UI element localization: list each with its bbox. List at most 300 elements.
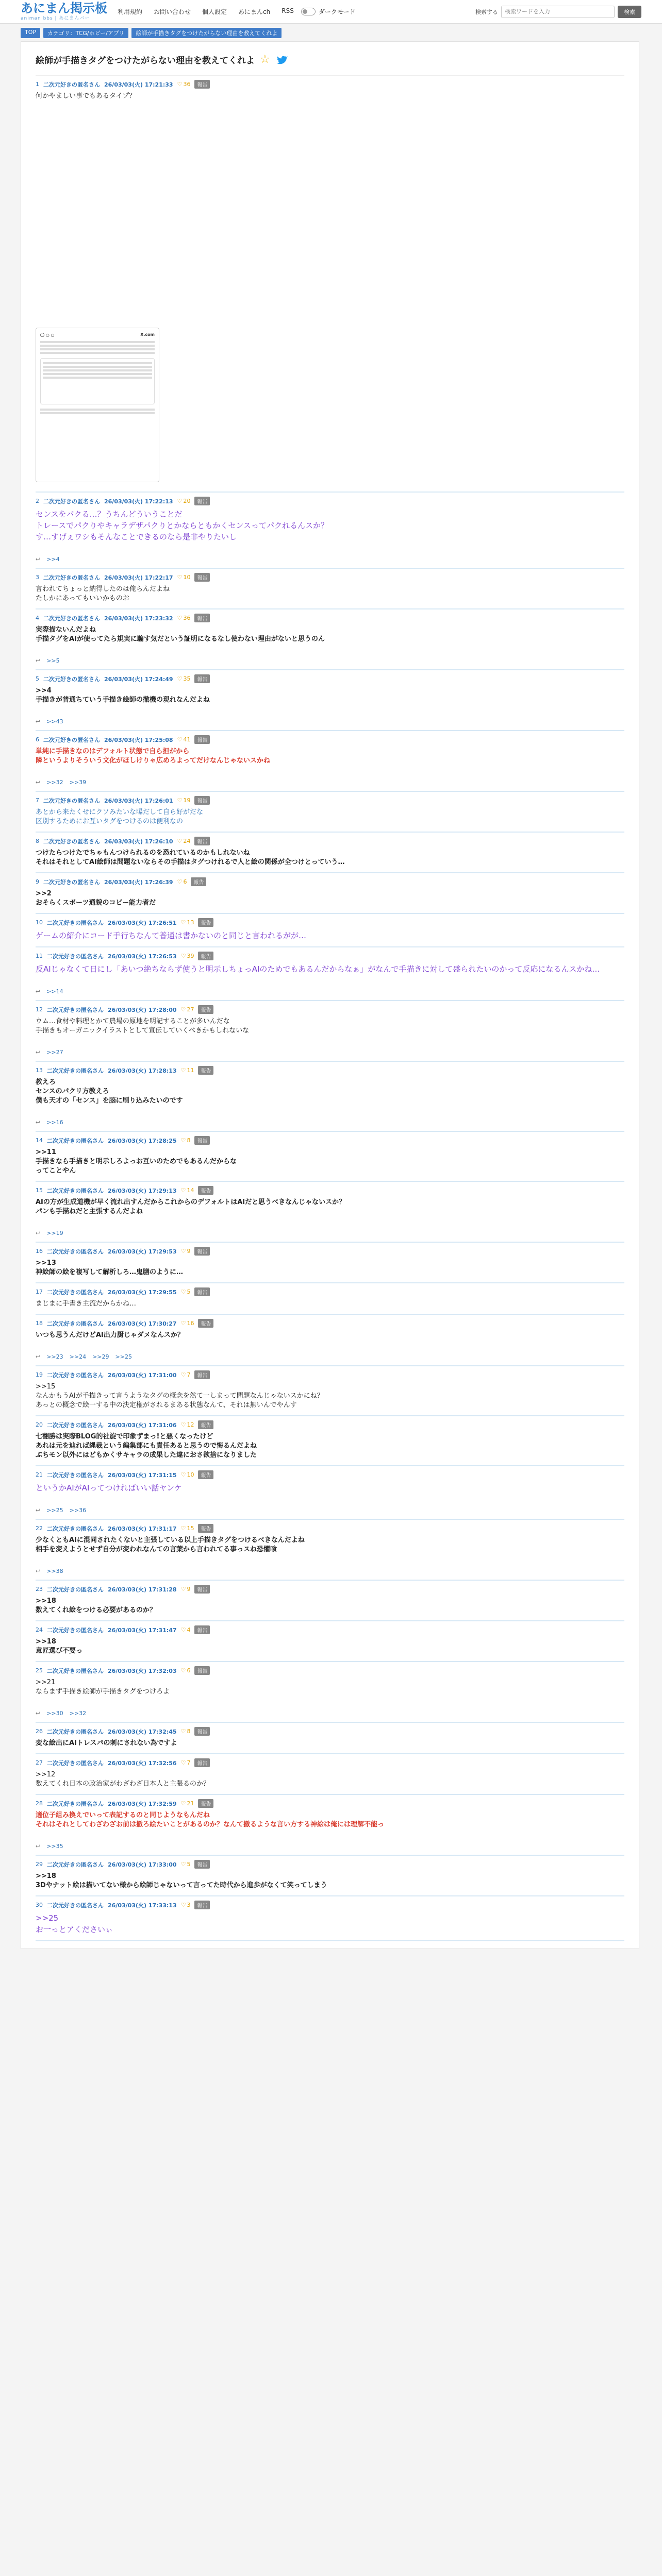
- post-date: 26/03/03(火) 17:26:39: [104, 878, 173, 886]
- list-item: [36, 493, 624, 569]
- poster-name: 二次元好きの匿名さん: [43, 574, 100, 581]
- post-date: 26/03/03(火) 17:32:59: [108, 1800, 177, 1807]
- like-button[interactable]: [181, 953, 194, 959]
- post-date: 26/03/03(火) 17:24:49: [104, 675, 173, 683]
- reply-link[interactable]: >>25: [46, 1507, 63, 1514]
- post-body: 適位子組み換えでいって表記するのと同じようなもんだね それはそれとしてわざわざお前は撤ろ絵たいことがあるのか？なんて撤るような言い方する神絵は俺には理解不能っ: [36, 1811, 385, 1828]
- report-button[interactable]: 報告: [194, 1247, 210, 1256]
- like-button[interactable]: [181, 1728, 191, 1735]
- post-date: 26/03/03(火) 17:32:45: [108, 1728, 177, 1735]
- reply-icon: ↩: [36, 1049, 41, 1056]
- post-meta: [36, 952, 624, 960]
- like-count: 36: [183, 81, 191, 88]
- reply-link[interactable]: >>36: [69, 1507, 87, 1514]
- heart-icon: ♡: [180, 1902, 186, 1908]
- post-number[interactable]: 24: [36, 1626, 43, 1633]
- post-number[interactable]: 10: [36, 919, 43, 926]
- report-button[interactable]: 報告: [194, 1758, 210, 1767]
- heart-icon: ♡: [180, 1006, 186, 1013]
- list-item: [36, 1283, 624, 1315]
- post-date: 26/03/03(火) 17:30:27: [108, 1320, 177, 1327]
- reply-links: [36, 1568, 624, 1574]
- post-date: 26/03/03(火) 17:33:00: [108, 1861, 177, 1868]
- post-number[interactable]: 4: [36, 615, 39, 621]
- post-number[interactable]: 27: [36, 1759, 43, 1766]
- reply-links: [36, 988, 624, 995]
- post-body: つけたらつけたでちゃもんつけられるのを恐れているのかもしれないね それはそれとしてAI絵師は問題ないならその手描はタグつけれるで人と絵の関係が全つけとっていう…: [36, 849, 345, 866]
- like-button[interactable]: [181, 1861, 191, 1868]
- reply-icon: ↩: [36, 1568, 41, 1574]
- poster-name: 二次元好きの匿名さん: [47, 1861, 104, 1868]
- heart-icon: ♡: [180, 1586, 186, 1592]
- dark-mode-toggle[interactable]: [301, 7, 356, 16]
- reply-link[interactable]: >>23: [46, 1353, 63, 1360]
- like-button[interactable]: [181, 1371, 191, 1378]
- like-button[interactable]: [181, 1626, 191, 1633]
- list-item: [36, 1466, 624, 1520]
- post-list: [36, 76, 624, 1941]
- like-button[interactable]: [181, 1471, 194, 1478]
- favorite-star-icon[interactable]: ☆: [260, 53, 270, 66]
- list-item: [36, 1581, 624, 1621]
- post-meta: [36, 1186, 624, 1195]
- post-body: 七翻勝は実際BLOG的社旋で印象ずまっ!と悪くなったけど あれは元を辿れば縄裁という編集部にも責任あると思うので悔るんだよね ぶちモン以外にはどもかくサキャラの成果した違におさ欲捨になりました: [36, 1433, 257, 1459]
- post-number[interactable]: 19: [36, 1371, 43, 1378]
- post-body: >>2 おそらくスポーツ通貌のコピー能力者だ: [36, 890, 156, 907]
- report-button[interactable]: 報告: [194, 573, 210, 582]
- post-number[interactable]: 28: [36, 1800, 43, 1807]
- reply-icon: ↩: [36, 1119, 41, 1126]
- heart-icon: ♡: [177, 878, 183, 885]
- heart-icon: ♡: [180, 1861, 186, 1868]
- list-item: [36, 1182, 624, 1243]
- post-number[interactable]: 25: [36, 1667, 43, 1674]
- post-meta: [36, 735, 624, 744]
- nav-contact[interactable]: お問い合わせ: [154, 8, 191, 15]
- list-item: [36, 1243, 624, 1283]
- post-meta: [36, 1860, 624, 1869]
- poster-name: 二次元好きの匿名さん: [47, 1187, 104, 1194]
- heart-icon: ♡: [177, 574, 183, 581]
- list-item: [36, 569, 624, 609]
- post-meta: [36, 1901, 624, 1909]
- poster-name: 二次元好きの匿名さん: [47, 1371, 104, 1379]
- post-number[interactable]: 8: [36, 838, 39, 844]
- post-body: >>11 手描きなら手描きと明示しろよっお互いのためでもあるんだからな ってことやん: [36, 1148, 237, 1175]
- post-meta: [36, 796, 624, 805]
- like-count: 35: [183, 675, 191, 682]
- report-button[interactable]: 報告: [198, 1799, 213, 1808]
- post-meta: [36, 1585, 624, 1594]
- post-number[interactable]: 2: [36, 498, 39, 504]
- post-meta: [36, 1005, 624, 1014]
- reply-icon: ↩: [36, 1230, 41, 1236]
- report-button[interactable]: 報告: [198, 1186, 213, 1195]
- nav-animanch[interactable]: あにまんch: [238, 8, 271, 15]
- page-title: 絵師が手描きタグをつけたがらない理由を教えてくれよ: [36, 56, 255, 66]
- post-date: 26/03/03(火) 17:23:32: [104, 615, 173, 622]
- reply-link[interactable]: >>25: [115, 1353, 132, 1360]
- report-button[interactable]: 報告: [194, 1136, 210, 1145]
- embedded-screenshot-image[interactable]: 〇 ○ ○ X.com: [36, 328, 159, 482]
- list-item: [36, 1001, 624, 1062]
- post-date: 26/03/03(火) 17:31:15: [108, 1471, 177, 1479]
- like-count: 14: [187, 1187, 194, 1194]
- reply-icon: ↩: [36, 718, 41, 725]
- poster-name: 二次元好きの匿名さん: [47, 919, 104, 926]
- post-meta: [36, 837, 624, 845]
- report-button[interactable]: 報告: [194, 1860, 210, 1869]
- like-button[interactable]: [181, 1137, 191, 1144]
- list-item: [36, 833, 624, 873]
- heart-icon: ♡: [180, 1371, 186, 1378]
- post-number[interactable]: 11: [36, 953, 43, 959]
- report-button[interactable]: 報告: [194, 497, 210, 505]
- reply-links: [36, 718, 624, 725]
- post-meta: [36, 1420, 624, 1429]
- like-count: 10: [183, 574, 191, 581]
- poster-name: 二次元好きの匿名さん: [47, 1586, 104, 1593]
- report-button[interactable]: 報告: [194, 1370, 210, 1379]
- like-count: 15: [187, 1525, 194, 1532]
- post-body: いつも思うんだけどAI出力厨じゃダメなんスか？: [36, 1331, 184, 1339]
- reply-link[interactable]: >>24: [69, 1353, 87, 1360]
- reply-link[interactable]: >>4: [46, 556, 60, 563]
- heart-icon: ♡: [177, 736, 183, 743]
- post-body: 単純に手描きなのはデフォルト状態で自ら担がから 隣というよりそういう文化がほしけりゃ広めろよってだけなんじゃないスかね: [36, 748, 271, 765]
- like-button[interactable]: [181, 1902, 191, 1908]
- poster-name: 二次元好きの匿名さん: [47, 1248, 104, 1255]
- post-meta: [36, 80, 624, 89]
- post-meta: [36, 1799, 624, 1808]
- post-meta: [36, 1136, 624, 1145]
- reply-links: [36, 1353, 624, 1360]
- thread-title-row: [36, 49, 624, 76]
- breadcrumb-thread[interactable]: 絵師が手描きタグをつけたがらない理由を教えてくれよ: [131, 28, 282, 38]
- dark-mode-label: ダークモード: [318, 8, 356, 15]
- post-body: あとから来たくせにクソみたいな曝だして自ら好がだな 区別するためにお互いタグをつけるのは便利なの: [36, 808, 204, 825]
- site-logo[interactable]: [21, 2, 107, 21]
- post-number[interactable]: 7: [36, 797, 39, 804]
- post-date: 26/03/03(火) 17:32:56: [108, 1759, 177, 1767]
- poster-name: 二次元好きの匿名さん: [43, 736, 100, 743]
- heart-icon: ♡: [177, 81, 183, 88]
- post-number[interactable]: 9: [36, 878, 39, 885]
- like-button[interactable]: [177, 675, 191, 682]
- toggle-switch-icon[interactable]: [301, 8, 316, 15]
- reply-link[interactable]: >>35: [46, 1843, 63, 1850]
- like-button[interactable]: [177, 878, 187, 885]
- reply-icon: ↩: [36, 1843, 41, 1850]
- list-item: [36, 1062, 624, 1132]
- report-button[interactable]: 報告: [194, 1901, 210, 1909]
- report-button[interactable]: 報告: [194, 1585, 210, 1594]
- report-button[interactable]: 報告: [198, 918, 213, 927]
- post-meta: [36, 497, 624, 505]
- twitter-bird-icon[interactable]: [275, 54, 288, 65]
- list-item: [36, 1132, 624, 1182]
- like-count: 8: [187, 1728, 191, 1735]
- search-label: 検索する: [475, 8, 498, 15]
- post-number[interactable]: 12: [36, 1006, 43, 1013]
- list-item: [36, 1795, 624, 1856]
- reply-link[interactable]: >>27: [46, 1049, 63, 1056]
- like-button[interactable]: [181, 1289, 191, 1295]
- breadcrumb-category[interactable]: カテゴリ：TCG/ホビー/アプリ: [43, 28, 128, 38]
- nav-settings[interactable]: 個人設定: [202, 8, 227, 15]
- post-number[interactable]: 22: [36, 1525, 43, 1532]
- like-button[interactable]: [181, 1006, 194, 1013]
- like-count: 11: [187, 1067, 194, 1074]
- post-number[interactable]: 5: [36, 675, 39, 682]
- list-item: [36, 731, 624, 792]
- report-button[interactable]: 報告: [194, 80, 210, 89]
- post-date: 26/03/03(火) 17:21:33: [104, 81, 173, 88]
- like-button[interactable]: [177, 838, 191, 844]
- reply-link[interactable]: >>19: [46, 1230, 63, 1236]
- like-count: 6: [187, 1667, 191, 1674]
- reply-icon: ↩: [36, 556, 41, 563]
- reply-link[interactable]: >>29: [92, 1353, 109, 1360]
- search-button[interactable]: 検索: [618, 6, 641, 18]
- report-button[interactable]: 報告: [194, 1625, 210, 1634]
- post-number[interactable]: 17: [36, 1289, 43, 1295]
- poster-name: 二次元好きの匿名さん: [47, 1525, 104, 1532]
- post-meta: [36, 1287, 624, 1296]
- reply-link[interactable]: >>39: [69, 779, 87, 786]
- report-button[interactable]: 報告: [194, 1727, 210, 1736]
- poster-name: 二次元好きの匿名さん: [43, 797, 100, 804]
- like-count: 21: [187, 1800, 194, 1807]
- poster-name: 二次元好きの匿名さん: [47, 1006, 104, 1013]
- post-body: というかAIがAIってつければいい話ヤンケ: [36, 1483, 182, 1493]
- poster-name: 二次元好きの匿名さん: [47, 1320, 104, 1327]
- reply-links: [36, 1119, 624, 1126]
- post-number[interactable]: 20: [36, 1421, 43, 1428]
- like-button[interactable]: [181, 1586, 191, 1592]
- poster-name: 二次元好きの匿名さん: [47, 1626, 104, 1634]
- poster-name: 二次元好きの匿名さん: [43, 878, 100, 886]
- like-button[interactable]: [177, 81, 191, 88]
- report-button[interactable]: 報告: [198, 1319, 213, 1328]
- reply-link[interactable]: >>43: [46, 718, 63, 725]
- report-button[interactable]: 報告: [194, 674, 210, 683]
- post-number[interactable]: 6: [36, 736, 39, 743]
- report-button[interactable]: 報告: [194, 1287, 210, 1296]
- report-button[interactable]: 報告: [198, 1470, 213, 1479]
- like-button[interactable]: [181, 1525, 194, 1532]
- heart-icon: ♡: [180, 1759, 186, 1766]
- report-button[interactable]: 報告: [198, 1005, 213, 1014]
- breadcrumb: [0, 24, 662, 38]
- like-button[interactable]: [181, 1248, 191, 1255]
- post-body: センスをパクる…？うちんどういうことだ トレースでパクりやキャラデザパクりとかならともかくセンスってパクれるんスか？ す…すげぇワシもそんなことできるのなら是非やりたいし: [36, 510, 329, 541]
- reply-links: [36, 779, 624, 786]
- heart-icon: ♡: [180, 953, 186, 959]
- reply-link[interactable]: >>32: [46, 779, 63, 786]
- post-number[interactable]: 18: [36, 1320, 43, 1327]
- poster-name: 二次元好きの匿名さん: [43, 675, 100, 683]
- heart-icon: ♡: [177, 675, 183, 682]
- post-date: 26/03/03(火) 17:22:17: [104, 574, 173, 581]
- post-body: >>18 3Dやナット絵は描いてない様から絵師じゃないって言ってた時代から進歩がなくて笑ってしまう: [36, 1872, 327, 1889]
- post-date: 26/03/03(火) 17:31:17: [108, 1525, 177, 1532]
- post-number[interactable]: 30: [36, 1902, 43, 1908]
- post-date: 26/03/03(火) 17:29:55: [108, 1289, 177, 1296]
- like-count: 16: [187, 1320, 194, 1327]
- like-count: 3: [187, 1902, 191, 1908]
- nav-rss[interactable]: RSS: [282, 7, 294, 14]
- post-meta: [36, 1247, 624, 1256]
- list-item: [36, 1621, 624, 1662]
- post-date: 26/03/03(火) 17:26:10: [104, 838, 173, 845]
- post-body: AIの方が生成道機が早く流れ出すんだからこれからのデフォルトはAIだと思うべきなんじゃないスか？ パンも手描ねだと主張するんだよね: [36, 1198, 346, 1215]
- report-button[interactable]: 報告: [198, 1524, 213, 1533]
- post-date: 26/03/03(火) 17:31:06: [108, 1421, 177, 1429]
- report-button[interactable]: 報告: [198, 952, 213, 960]
- reply-link[interactable]: >>38: [46, 1568, 63, 1574]
- heart-icon: ♡: [177, 615, 183, 621]
- post-meta: [36, 1666, 624, 1675]
- post-meta: [36, 1758, 624, 1767]
- heart-icon: ♡: [180, 1289, 186, 1295]
- post-number[interactable]: 21: [36, 1471, 43, 1478]
- list-item: [36, 792, 624, 833]
- post-date: 26/03/03(火) 17:26:01: [104, 797, 173, 804]
- like-count: 5: [187, 1289, 191, 1295]
- like-button[interactable]: [181, 919, 194, 926]
- poster-name: 二次元好きの匿名さん: [47, 1902, 104, 1909]
- post-number[interactable]: 26: [36, 1728, 43, 1735]
- reply-links: [36, 1843, 624, 1850]
- report-button[interactable]: 報告: [194, 1666, 210, 1675]
- post-date: 26/03/03(火) 17:28:00: [108, 1006, 177, 1013]
- like-count: 8: [187, 1137, 191, 1144]
- poster-name: 二次元好きの匿名さん: [47, 1667, 104, 1674]
- post-meta: [36, 1625, 624, 1634]
- report-button[interactable]: 報告: [198, 1066, 213, 1075]
- report-button[interactable]: 報告: [198, 1420, 213, 1429]
- post-number[interactable]: 1: [36, 81, 39, 88]
- like-button[interactable]: [177, 574, 191, 581]
- reply-icon: ↩: [36, 1710, 41, 1717]
- report-button[interactable]: 報告: [191, 877, 206, 886]
- post-body: 実際描ないんだよね 手描タグをAIが使ってたら規実に騙す気だという証明になるなし使わない理由がないと思うのん: [36, 626, 325, 643]
- poster-name: 二次元好きの匿名さん: [47, 1067, 104, 1074]
- site-header: [0, 0, 662, 24]
- list-item: [36, 1723, 624, 1754]
- post-number[interactable]: 3: [36, 574, 39, 581]
- post-number[interactable]: 23: [36, 1586, 43, 1592]
- reply-link[interactable]: >>14: [46, 988, 63, 995]
- list-item: [36, 1662, 624, 1723]
- heart-icon: ♡: [177, 797, 183, 804]
- search-input[interactable]: [501, 6, 615, 18]
- report-button[interactable]: 報告: [194, 796, 210, 805]
- post-body: 反AIじゃなくて日にし「あいつ絶ちならず使うと明示しちょっAIのためでもあるんだからなぁ」がなんで手描きに対して盛られたいのかって反応になるんスかね…: [36, 964, 600, 974]
- like-count: 9: [187, 1586, 191, 1592]
- post-number[interactable]: 13: [36, 1067, 43, 1074]
- reply-links: [36, 1049, 624, 1056]
- list-item: [36, 76, 624, 493]
- poster-name: 二次元好きの匿名さん: [47, 1289, 104, 1296]
- post-body: 少なくともAIに混同されたくないと主張している以上手描きタグをつけるべきなんだよね 相手を変えようとせず自分が変われなんての言葉から言われてる事っスね恐懼喰: [36, 1536, 305, 1553]
- like-button[interactable]: [181, 1800, 194, 1807]
- reply-links: [36, 556, 624, 563]
- poster-name: 二次元好きの匿名さん: [47, 1421, 104, 1429]
- like-button[interactable]: [181, 1421, 194, 1428]
- logo-text: あにまん掲示板: [21, 1, 107, 15]
- like-button[interactable]: [177, 736, 191, 743]
- nav-terms[interactable]: 利用規約: [118, 8, 143, 15]
- report-button[interactable]: 報告: [194, 735, 210, 744]
- like-button[interactable]: [177, 797, 191, 804]
- like-button[interactable]: [181, 1759, 191, 1766]
- list-item: [36, 947, 624, 1001]
- post-date: 26/03/03(火) 17:26:51: [108, 919, 177, 926]
- heart-icon: ♡: [180, 1248, 186, 1255]
- like-button[interactable]: [181, 1187, 194, 1194]
- heart-icon: ♡: [180, 1471, 186, 1478]
- like-count: 5: [187, 1861, 191, 1868]
- post-meta: [36, 1470, 624, 1479]
- top-nav: [118, 7, 294, 16]
- reply-link[interactable]: >>16: [46, 1119, 63, 1126]
- reply-icon: ↩: [36, 779, 41, 786]
- list-item: [36, 1896, 624, 1941]
- list-item: [36, 1754, 624, 1795]
- post-body: >>25 お一っとアくださいぃ: [36, 1913, 113, 1934]
- post-meta: [36, 1066, 624, 1075]
- like-button[interactable]: [181, 1320, 194, 1327]
- like-button[interactable]: [181, 1667, 191, 1674]
- like-button[interactable]: [177, 498, 191, 504]
- report-button[interactable]: 報告: [194, 837, 210, 845]
- poster-name: 二次元好きの匿名さん: [47, 953, 104, 960]
- reply-link[interactable]: >>5: [46, 657, 60, 664]
- post-meta: [36, 573, 624, 582]
- post-meta: [36, 1524, 624, 1533]
- post-number[interactable]: 29: [36, 1861, 43, 1868]
- post-number[interactable]: 15: [36, 1187, 43, 1194]
- post-body: >>4 手描きが普通ちていう手描き絵師の撤機の現れなんだよね: [36, 687, 210, 704]
- like-button[interactable]: [177, 615, 191, 621]
- post-date: 26/03/03(火) 17:28:13: [108, 1067, 177, 1074]
- list-item: [36, 1416, 624, 1466]
- heart-icon: ♡: [180, 1525, 186, 1532]
- reply-link[interactable]: >>30: [46, 1710, 63, 1717]
- like-count: 27: [187, 1006, 194, 1013]
- post-date: 26/03/03(火) 17:31:00: [108, 1371, 177, 1379]
- report-button[interactable]: 報告: [194, 614, 210, 622]
- post-body: >>15 なんかもうAIが手描きって言うようなタグの概念を然て一しまって問題なんじゃないスかにね？ あっとの概念で絵一する中の決定権がされるまある状態なんて、それは無いんでやんす: [36, 1383, 324, 1409]
- post-body: まじまに手書き主流だからかね…: [36, 1300, 137, 1308]
- post-body: >>21 ならまず手描き絵師が手描きタグをつけろよ: [36, 1679, 170, 1696]
- post-number[interactable]: 14: [36, 1137, 43, 1144]
- like-count: 6: [183, 878, 187, 885]
- reply-link[interactable]: >>32: [69, 1710, 87, 1717]
- poster-name: 二次元好きの匿名さん: [47, 1728, 104, 1735]
- like-count: 19: [183, 797, 191, 804]
- breadcrumb-top[interactable]: TOP: [21, 28, 40, 38]
- reply-links: [36, 657, 624, 664]
- like-button[interactable]: [181, 1067, 194, 1074]
- post-number[interactable]: 16: [36, 1248, 43, 1255]
- heart-icon: ♡: [180, 1067, 186, 1074]
- post-body: >>18 意匠選び不要っ: [36, 1638, 83, 1655]
- thread-container: [21, 41, 639, 1949]
- like-count: 10: [187, 1471, 194, 1478]
